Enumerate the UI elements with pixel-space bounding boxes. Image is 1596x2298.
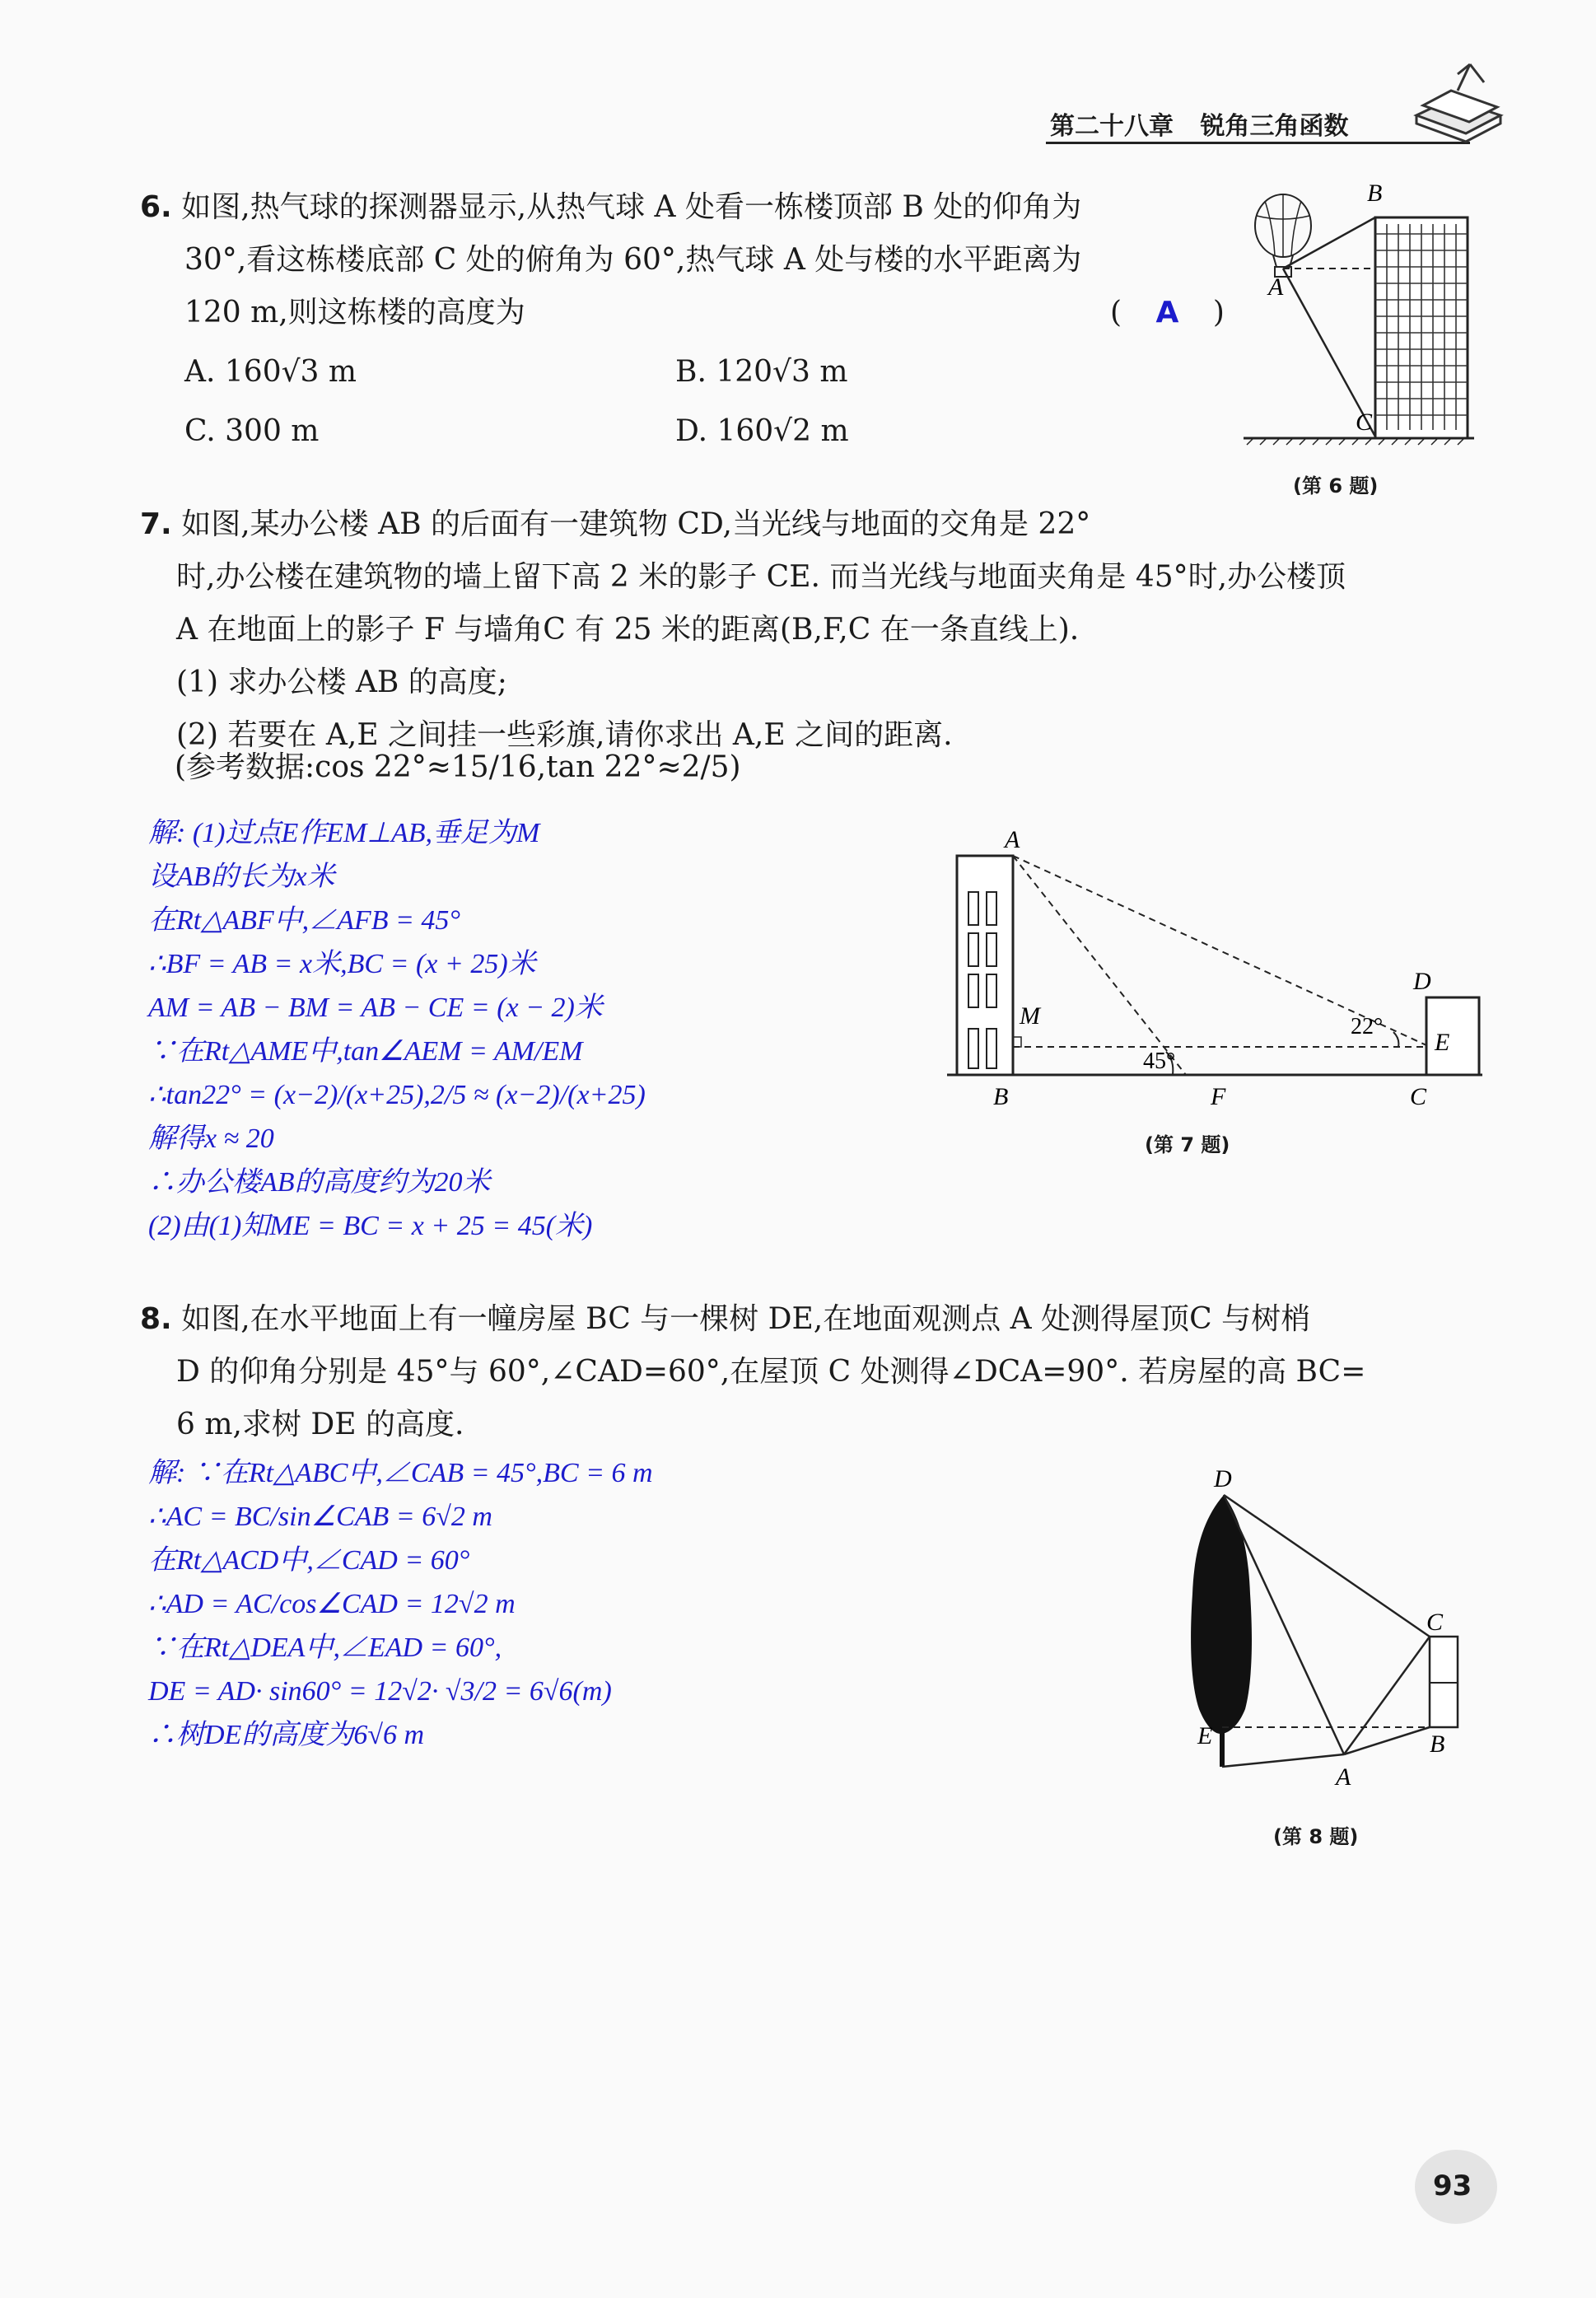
question-text: D 的仰角分别是 45°与 60°,∠CAD=60°,在屋顶 C 处测得∠DCA=90°. 若房屋的高 BC= bbox=[176, 1355, 1366, 1389]
label-a: A bbox=[1268, 273, 1284, 301]
label-c: C bbox=[1426, 1609, 1444, 1636]
question-text: 如图,在水平地面上有一幢房屋 BC 与一棵树 DE,在地面观测点 A 处测得屋顶C 与树梢 bbox=[181, 1302, 1311, 1336]
solution-line: ∵在Rt△AME中,tan∠AEM = AM/EM bbox=[148, 1036, 583, 1067]
question-number: 6. bbox=[140, 190, 172, 224]
question-8 bbox=[140, 1293, 1474, 1451]
chapter-title: 锐角三角函数 bbox=[1200, 112, 1349, 141]
solution-8 bbox=[148, 1451, 889, 1757]
option-d: D. 160√2 m bbox=[675, 414, 849, 448]
solution-line: ∴BF = AB = x米,BC = (x + 25)米 bbox=[148, 949, 536, 979]
label-e: E bbox=[1435, 1029, 1450, 1056]
caption-8: (第 8 题) bbox=[1273, 1825, 1359, 1848]
solution-line: 解: (1)过点E作EM⊥AB,垂足为M bbox=[148, 818, 540, 848]
solution-line: DE = AD· sin60° = 12√2· √3/2 = 6√6(m) bbox=[148, 1676, 612, 1707]
solution-line: (2)由(1)知ME = BC = x + 25 = 45(米) bbox=[148, 1211, 593, 1241]
solution-line: 在Rt△ACD中,∠CAD = 60° bbox=[148, 1545, 470, 1576]
bracket-close: ) bbox=[1212, 296, 1225, 329]
solution-line: ∵在Rt△DEA中,∠EAD = 60°, bbox=[148, 1632, 502, 1663]
question-number: 8. bbox=[140, 1302, 172, 1336]
angle-45-label: 45° bbox=[1143, 1049, 1176, 1074]
solution-line: 解得x ≈ 20 bbox=[148, 1123, 274, 1154]
question-number: 7. bbox=[140, 507, 172, 541]
question-text: 6 m,求树 DE 的高度. bbox=[176, 1408, 464, 1441]
label-f: F bbox=[1211, 1083, 1226, 1110]
label-a: A bbox=[1005, 828, 1020, 853]
option-a: A. 160√3 m bbox=[184, 355, 357, 389]
question-6 bbox=[140, 181, 1219, 339]
answer-bracket bbox=[1110, 287, 1225, 339]
label-a: A bbox=[1336, 1763, 1351, 1791]
solution-line: ∴树DE的高度为6√6 m bbox=[148, 1720, 425, 1750]
header-rule bbox=[1046, 142, 1470, 144]
answer: A bbox=[1155, 296, 1179, 329]
question-text: 如图,热气球的探测器显示,从热气球 A 处看一栋楼顶部 B 处的仰角为 bbox=[181, 190, 1082, 224]
label-b: B bbox=[993, 1083, 1009, 1110]
figure-6 bbox=[1235, 183, 1482, 463]
question-part-1: (1) 求办公楼 AB 的高度; bbox=[176, 666, 507, 699]
question-text: 时,办公楼在建筑物的墙上留下高 2 米的影子 CE. 而当光线与地面夹角是 45°时,办公楼顶 bbox=[176, 560, 1346, 594]
bracket-open: ( bbox=[1110, 296, 1122, 329]
solution-line: ∴tan22° = (x−2)/(x+25),2/5 ≈ (x−2)/(x+25) bbox=[148, 1080, 646, 1110]
books-icon bbox=[1408, 58, 1507, 144]
question-text: 120 m,则这栋楼的高度为 bbox=[184, 296, 525, 329]
figure-8 bbox=[1169, 1462, 1482, 1808]
solution-line: AM = AB − BM = AB − CE = (x − 2)米 bbox=[148, 993, 603, 1023]
reference-data: (参考数据:cos 22°≈15/16,tan 22°≈2/5) bbox=[175, 750, 741, 784]
label-m: M bbox=[1020, 1002, 1040, 1030]
question-text: 30°,看这栋楼底部 C 处的俯角为 60°,热气球 A 处与楼的水平距离为 bbox=[184, 243, 1082, 277]
question-part-2: (2) 若要在 A,E 之间挂一些彩旗,请你求出 A,E 之间的距离. bbox=[176, 718, 953, 752]
label-d: D bbox=[1413, 968, 1431, 995]
label-b: B bbox=[1430, 1731, 1445, 1758]
label-d: D bbox=[1214, 1465, 1232, 1492]
solution-line: ∴AD = AC/cos∠CAD = 12√2 m bbox=[148, 1589, 516, 1619]
chapter-number: 第二十八章 bbox=[1050, 112, 1174, 141]
label-c: C bbox=[1410, 1083, 1427, 1110]
solution-7 bbox=[148, 811, 791, 1248]
page-number: 93 bbox=[1433, 2170, 1472, 2202]
figure-7 bbox=[939, 828, 1499, 1116]
label-e: E bbox=[1197, 1722, 1213, 1749]
option-c: C. 300 m bbox=[184, 414, 320, 448]
solution-line: 设AB的长为x米 bbox=[148, 862, 335, 892]
solution-line: 在Rt△ABF中,∠AFB = 45° bbox=[148, 905, 461, 936]
solution-line: ∴AC = BC/sin∠CAB = 6√2 m bbox=[148, 1502, 492, 1532]
question-7 bbox=[140, 498, 1474, 762]
solution-line: ∴办公楼AB的高度约为20米 bbox=[148, 1167, 491, 1198]
option-b: B. 120√3 m bbox=[675, 355, 848, 389]
label-b: B bbox=[1367, 183, 1383, 207]
question-text: A 在地面上的影子 F 与墙角C 有 25 米的距离(B,F,C 在一条直线上). bbox=[176, 613, 1080, 647]
question-text: 如图,某办公楼 AB 的后面有一建筑物 CD,当光线与地面的交角是 22° bbox=[181, 507, 1091, 541]
label-c: C bbox=[1356, 409, 1373, 436]
chapter-label bbox=[1050, 105, 1348, 142]
solution-line: 解: ∵在Rt△ABC中,∠CAB = 45°,BC = 6 m bbox=[148, 1458, 653, 1488]
angle-22-label: 22° bbox=[1351, 1014, 1384, 1039]
caption-6: (第 6 题) bbox=[1293, 474, 1379, 497]
caption-7: (第 7 题) bbox=[1145, 1133, 1230, 1156]
